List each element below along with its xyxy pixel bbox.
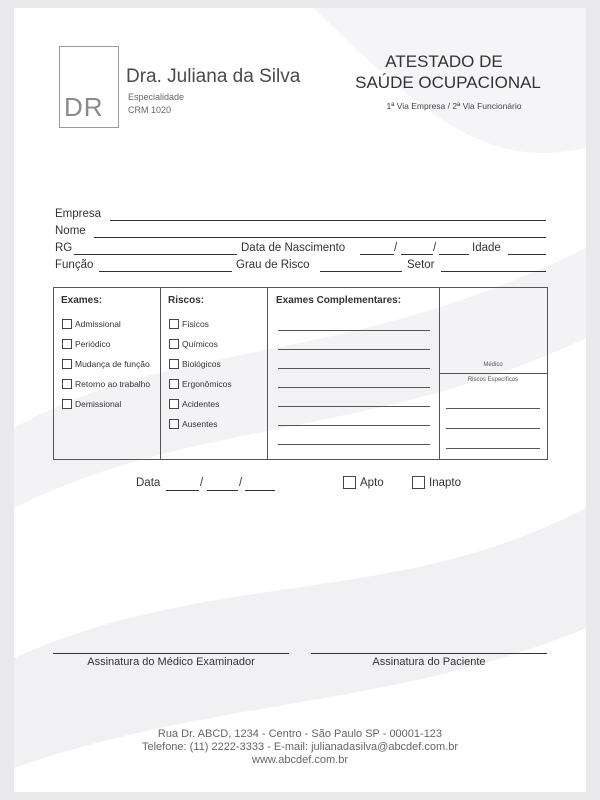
grau-risco-field[interactable] <box>320 271 402 272</box>
exam-option: Periódico <box>75 339 111 349</box>
inapto-checkbox[interactable] <box>412 476 425 489</box>
certificate-sheet <box>14 8 586 792</box>
complementary-exam-line[interactable] <box>278 387 430 388</box>
complementary-exam-line[interactable] <box>278 406 430 407</box>
checkbox-fisicos[interactable] <box>169 319 179 329</box>
birthdate-year-field[interactable] <box>439 254 469 255</box>
riscos-header: Riscos: <box>168 295 205 306</box>
risk-option: Biológicos <box>182 359 221 369</box>
exams-table <box>53 287 548 460</box>
specific-risk-line[interactable] <box>446 448 540 449</box>
checkbox-mudanca-funcao[interactable] <box>62 359 72 369</box>
rg-label: RG <box>55 242 73 254</box>
date-separator: / <box>433 242 437 254</box>
inapto-label: Inapto <box>429 477 461 489</box>
exam-option: Retorno ao trabalho <box>75 379 151 389</box>
risk-option: Físicos <box>182 319 209 329</box>
divider <box>267 288 268 459</box>
checkbox-periodico[interactable] <box>62 339 72 349</box>
paciente-signature-line[interactable] <box>311 653 547 654</box>
risk-option: Ergonômicos <box>182 379 232 389</box>
funcao-field[interactable] <box>99 271 232 272</box>
date-separator: / <box>200 477 204 489</box>
divider <box>160 288 161 459</box>
exam-option: Admissional <box>75 319 121 329</box>
complementares-header: Exames Complementares: <box>276 295 402 306</box>
birthdate-label: Data de Nascimento <box>241 242 346 254</box>
setor-field[interactable] <box>441 271 546 272</box>
checkbox-ergonomicos[interactable] <box>169 379 179 389</box>
date-separator: / <box>394 242 398 254</box>
risk-option: Químicos <box>182 339 218 349</box>
footer-website: www.abcdef.com.br <box>252 754 348 766</box>
result-year-field[interactable] <box>245 490 275 491</box>
document-title-line1: ATESTADO DE <box>385 52 503 71</box>
checkbox-quimicos[interactable] <box>169 339 179 349</box>
specific-risk-line[interactable] <box>446 428 540 429</box>
exam-option: Demissional <box>75 399 122 409</box>
apto-checkbox[interactable] <box>343 476 356 489</box>
exam-option: Mudança de função <box>75 359 150 369</box>
complementary-exam-line[interactable] <box>278 425 430 426</box>
result-day-field[interactable] <box>166 490 199 491</box>
footer-contact: Telefone: (11) 2222-3333 - E-mail: julianadasilva@abcdef.com.br <box>141 741 459 753</box>
empresa-field[interactable] <box>110 220 546 221</box>
checkbox-acidentes[interactable] <box>169 399 179 409</box>
specific-risk-line[interactable] <box>446 408 540 409</box>
birthdate-day-field[interactable] <box>360 254 394 255</box>
complementary-exam-line[interactable] <box>278 330 430 331</box>
result-date-label: Data <box>136 477 161 489</box>
checkbox-ausentes[interactable] <box>169 419 179 429</box>
risk-option: Acidentes <box>182 399 220 409</box>
checkbox-biologicos[interactable] <box>169 359 179 369</box>
grau-risco-label: Grau de Risco <box>236 259 310 271</box>
complementary-exam-line[interactable] <box>278 349 430 350</box>
funcao-label: Função <box>55 259 94 271</box>
logo-initials: DR <box>64 92 104 122</box>
copies-note: 1ª Via Empresa / 2ª Via Funcionário <box>386 101 522 111</box>
idade-label: Idade <box>472 242 501 254</box>
exames-header: Exames: <box>61 295 103 306</box>
divider <box>439 373 547 374</box>
paciente-signature-label: Assinatura do Paciente <box>372 656 486 668</box>
document-title-line2: SAÚDE OCUPACIONAL <box>355 73 541 92</box>
doctor-name: Dra. Juliana da Silva <box>126 66 301 87</box>
medico-label: Médico <box>483 362 503 368</box>
birthdate-month-field[interactable] <box>401 254 433 255</box>
date-separator: / <box>239 477 243 489</box>
crm-number: CRM 1020 <box>128 105 172 115</box>
checkbox-retorno-trabalho[interactable] <box>62 379 72 389</box>
medico-signature-line[interactable] <box>53 653 289 654</box>
setor-label: Setor <box>407 259 435 271</box>
nome-field[interactable] <box>94 237 546 238</box>
medico-signature-label: Assinatura do Médico Examinador <box>87 656 255 668</box>
nome-label: Nome <box>55 225 86 237</box>
empresa-label: Empresa <box>55 208 102 220</box>
checkbox-demissional[interactable] <box>62 399 72 409</box>
checkbox-admissional[interactable] <box>62 319 72 329</box>
riscos-especificos-label: Riscos Específicos <box>467 377 519 383</box>
specialty: Especialidade <box>128 92 185 102</box>
complementary-exam-line[interactable] <box>278 368 430 369</box>
rg-field[interactable] <box>74 254 237 255</box>
apto-label: Apto <box>360 477 384 489</box>
footer-address: Rua Dr. ABCD, 1234 - Centro - São Paulo SP - 00001-123 <box>157 728 443 740</box>
idade-field[interactable] <box>508 254 546 255</box>
complementary-exam-line[interactable] <box>278 444 430 445</box>
result-month-field[interactable] <box>207 490 238 491</box>
risk-option: Ausentes <box>182 419 218 429</box>
